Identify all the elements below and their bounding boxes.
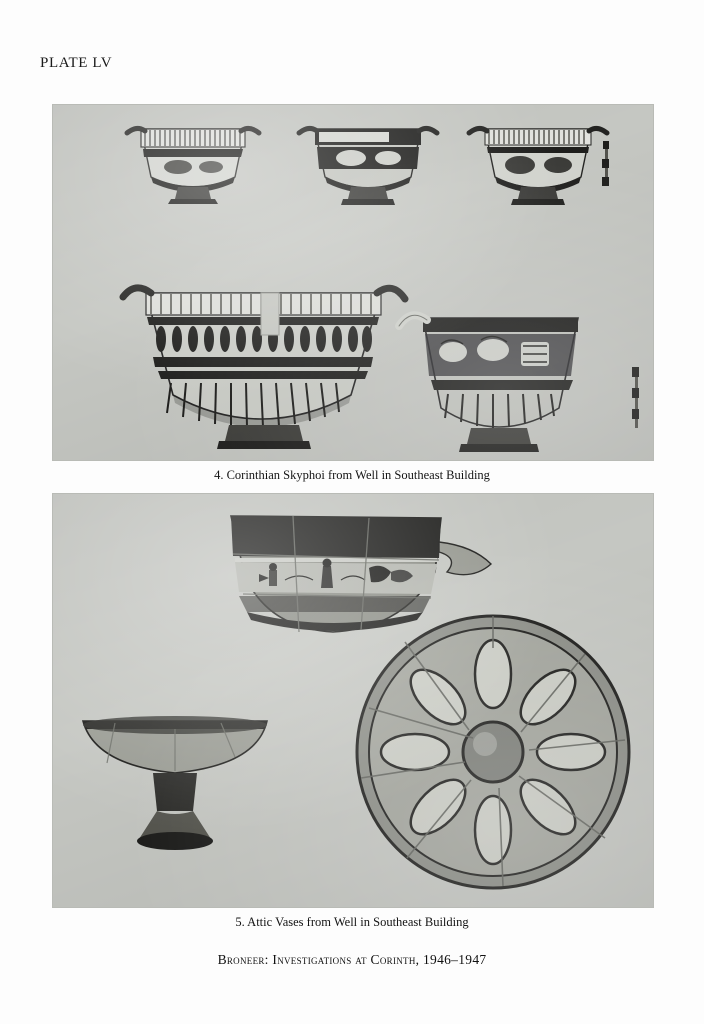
figure-5	[52, 493, 652, 930]
corinthian-skyphoi-photo	[52, 104, 654, 461]
skyphos-small-center	[293, 113, 443, 211]
skyphos-small-left	[123, 115, 263, 210]
attic-plate-rosette	[353, 612, 633, 892]
figure-4-caption: 4. Corinthian Skyphoi from Well in Southeast Building	[214, 468, 490, 482]
attic-vases-photo	[52, 493, 654, 908]
figure-4	[52, 104, 652, 483]
plate-number-label: PLATE LV	[40, 55, 113, 71]
figure-5-caption: 5. Attic Vases from Well in Southeast Building	[235, 915, 469, 929]
skyphos-small-right	[463, 113, 613, 211]
page-footer: Broneer: Investigations at Corinth, 1946–1947	[217, 952, 487, 967]
skyphos-large-right	[393, 300, 603, 460]
skyphos-large-left	[111, 275, 411, 455]
attic-stemmed-dish	[71, 699, 281, 859]
scale-bar-right-top	[598, 141, 614, 191]
scale-bar-right-bottom	[628, 367, 644, 429]
